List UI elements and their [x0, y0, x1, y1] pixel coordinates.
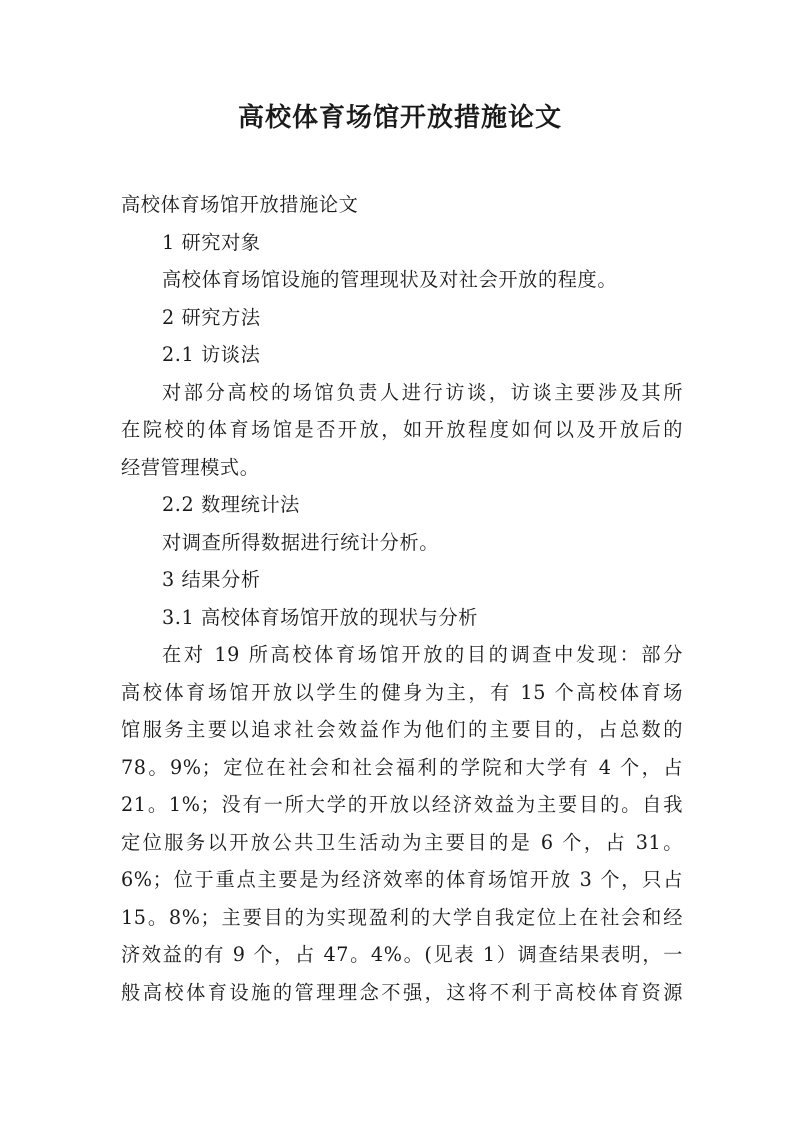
- body-line-heading: 高校体育场馆开放措施论文: [121, 193, 359, 216]
- section-heading-2: 2 研究方法: [162, 305, 261, 329]
- body-paragraph-line: 经营管理模式。: [121, 455, 260, 479]
- body-paragraph-line: 在对 19 所高校体育场馆开放的目的调查中发现：部分: [162, 643, 683, 666]
- section-heading-3: 3 结果分析: [162, 568, 261, 591]
- document-body: [121, 186, 683, 1011]
- section-heading-1: 1 研究对象: [162, 230, 261, 254]
- body-paragraph-line: 78。9%；定位在社会和社会福利的学院和大学有 4 个，占: [121, 755, 683, 779]
- body-paragraph-line: 馆服务主要以追求社会效益作为他们的主要目的，占总数的: [121, 718, 683, 741]
- body-paragraph-line: 对部分高校的场馆负责人进行访谈，访谈主要涉及其所: [162, 380, 683, 404]
- body-paragraph-line: 对调查所得数据进行统计分析。: [162, 530, 440, 554]
- body-paragraph-line: 21。1%；没有一所大学的开放以经济效益为主要目的。自我: [121, 793, 683, 816]
- body-paragraph-line: 济效益的有 9 个，占 47。4%。(见表 1）调查结果表明，一: [121, 943, 683, 966]
- subsection-heading-2-1: 2.1 访谈法: [162, 343, 261, 366]
- body-paragraph-line: 般高校体育设施的管理理念不强，这将不利于高校体育资源: [121, 980, 683, 1004]
- body-paragraph-line: 高校体育场馆开放以学生的健身为主，有 15 个高校体育场: [121, 680, 683, 704]
- subsection-heading-2-2: 2.2 数理统计法: [162, 493, 300, 516]
- document-title: 高校体育场馆开放措施论文: [237, 103, 562, 133]
- body-paragraph-line: 6%；位于重点主要是为经济效率的体育场馆开放 3 个，只占: [121, 868, 683, 891]
- body-paragraph-line: 15。8%；主要目的为实现盈利的大学自我定位上在社会和经: [121, 905, 683, 929]
- body-paragraph-line: 定位服务以开放公共卫生活动为主要目的是 6 个，占 31。: [121, 830, 683, 854]
- body-paragraph-line: 在院校的体育场馆是否开放，如开放程度如何以及开放后的: [121, 418, 683, 441]
- subsection-heading-3-1: 3.1 高校体育场馆开放的现状与分析: [162, 605, 479, 629]
- body-paragraph-line: 高校体育场馆设施的管理现状及对社会开放的程度。: [162, 268, 618, 291]
